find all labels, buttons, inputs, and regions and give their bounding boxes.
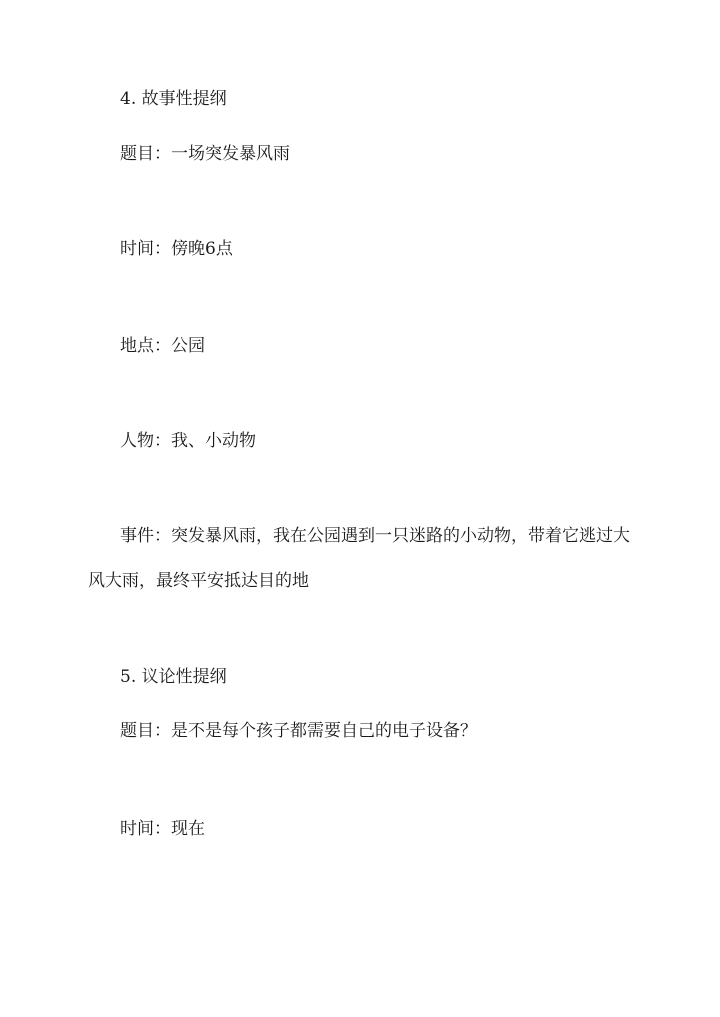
section-4-time: 时间：傍晚6点 bbox=[120, 239, 233, 259]
section-4-place: 地点：公园 bbox=[120, 336, 205, 356]
section-4-event-line2: 风大雨，最终平安抵达目的地 bbox=[88, 571, 309, 591]
section-4-title: 题目：一场突发暴风雨 bbox=[120, 144, 290, 164]
section-5-heading: 5. 议论性提纲 bbox=[120, 667, 227, 687]
section-5-title: 题目：是不是每个孩子都需要自己的电子设备？ bbox=[120, 721, 477, 741]
section-4-people: 人物：我、小动物 bbox=[120, 431, 256, 451]
section-4-event-line1: 事件：突发暴风雨，我在公园遇到一只迷路的小动物，带着它逃过大 bbox=[120, 526, 630, 546]
section-4-heading: 4. 故事性提纲 bbox=[120, 89, 227, 109]
section-5-time: 时间：现在 bbox=[120, 819, 205, 839]
